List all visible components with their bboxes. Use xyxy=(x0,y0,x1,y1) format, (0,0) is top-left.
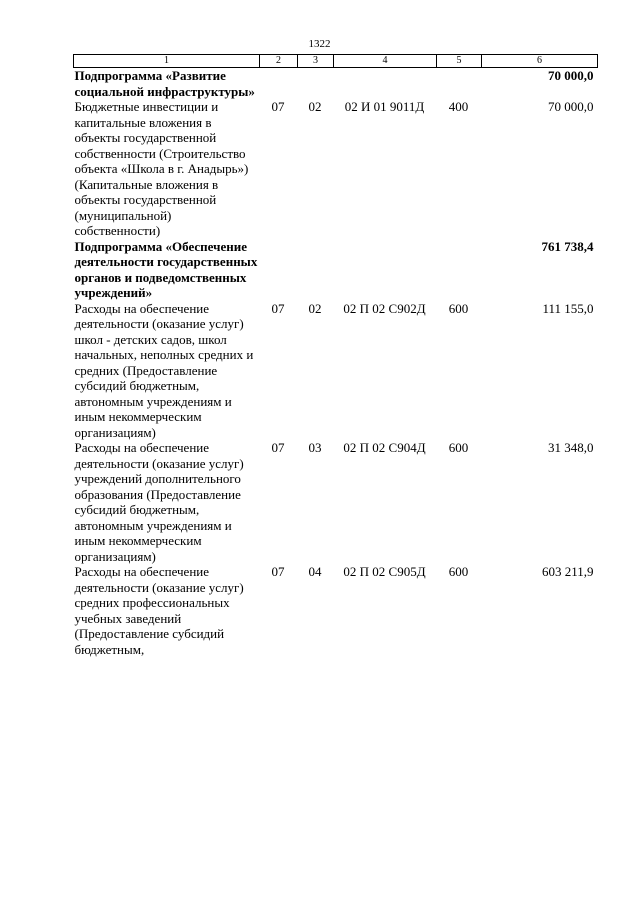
row-subsection xyxy=(298,68,334,100)
row-amount: 111 155,0 xyxy=(542,300,594,316)
row-section: 07 xyxy=(271,99,285,114)
col-header-name: 1 xyxy=(74,55,260,68)
page-number: 1322 xyxy=(308,38,331,50)
col-header-target: 4 xyxy=(334,55,437,68)
table-row xyxy=(74,68,598,100)
row-subsection: 04 xyxy=(308,564,322,579)
row-subsection: 02 xyxy=(308,99,322,114)
row-type: 600 xyxy=(448,440,469,455)
header-row xyxy=(74,55,598,68)
row-amount: 70 000,0 xyxy=(548,99,594,114)
table-row xyxy=(74,440,598,564)
row-target xyxy=(334,239,437,301)
table-row xyxy=(74,239,598,301)
row-section: 07 xyxy=(271,564,285,579)
row-section: 07 xyxy=(271,440,285,455)
row-section xyxy=(260,68,298,100)
row-target xyxy=(334,68,437,100)
row-amount: 761 738,4 xyxy=(541,238,594,254)
col-header-type: 5 xyxy=(437,55,482,68)
col-header-amount: 6 xyxy=(482,55,598,68)
row-name: Подпрограмма «Обеспечение деятельности государственных органов и подведомственных учреждений» xyxy=(74,238,258,300)
table-row xyxy=(74,301,598,441)
row-amount: 31 348,0 xyxy=(548,440,594,455)
row-target: 02 П 02 С902Д xyxy=(343,300,426,316)
table-row xyxy=(74,564,598,657)
col-header-subsection: 3 xyxy=(298,55,334,68)
row-name: Расходы на обеспечение деятельности (оказание услуг) средних профессиональных учебных заведений (Предоставление субсидий бюджетным, xyxy=(74,564,244,657)
row-section xyxy=(260,239,298,301)
row-type: 600 xyxy=(448,564,469,579)
row-target: 02 П 02 С904Д xyxy=(343,440,426,455)
table-row xyxy=(74,99,598,239)
col-header-section: 2 xyxy=(260,55,298,68)
row-type xyxy=(437,239,482,301)
row-name: Расходы на обеспечение деятельности (оказание услуг) учреждений дополнительного образования (Предоставление субсидий бюджетным, автономным учреждениям и иным некоммерческим организациям) xyxy=(74,440,244,564)
row-amount: 70 000,0 xyxy=(548,68,594,83)
row-target: 02 И 01 9011Д xyxy=(344,99,425,114)
row-subsection xyxy=(298,239,334,301)
row-section: 07 xyxy=(271,300,285,316)
row-subsection: 02 xyxy=(308,300,322,316)
row-subsection: 03 xyxy=(308,440,322,455)
row-name: Подпрограмма «Развитие социальной инфраструктуры» xyxy=(74,68,255,99)
row-type: 400 xyxy=(448,99,469,114)
row-name: Расходы на обеспечение деятельности (оказание услуг) школ - детских садов, школ начальных, неполных средних и средних (Предоставление субсидий бюджетным, автономным учреждениям и иным некоммерческим организациям) xyxy=(74,300,254,440)
budget-table xyxy=(73,54,598,657)
row-type xyxy=(437,68,482,100)
row-target: 02 П 02 С905Д xyxy=(343,564,426,579)
row-type: 600 xyxy=(448,300,469,316)
row-name: Бюджетные инвестиции и капитальные вложения в объекты государственной собственности (Строительство объекта «Школа в г. Анадырь») (Капитальные вложения в объекты государственной (муниципальной) собственности) xyxy=(74,99,249,238)
row-amount: 603 211,9 xyxy=(541,564,594,579)
